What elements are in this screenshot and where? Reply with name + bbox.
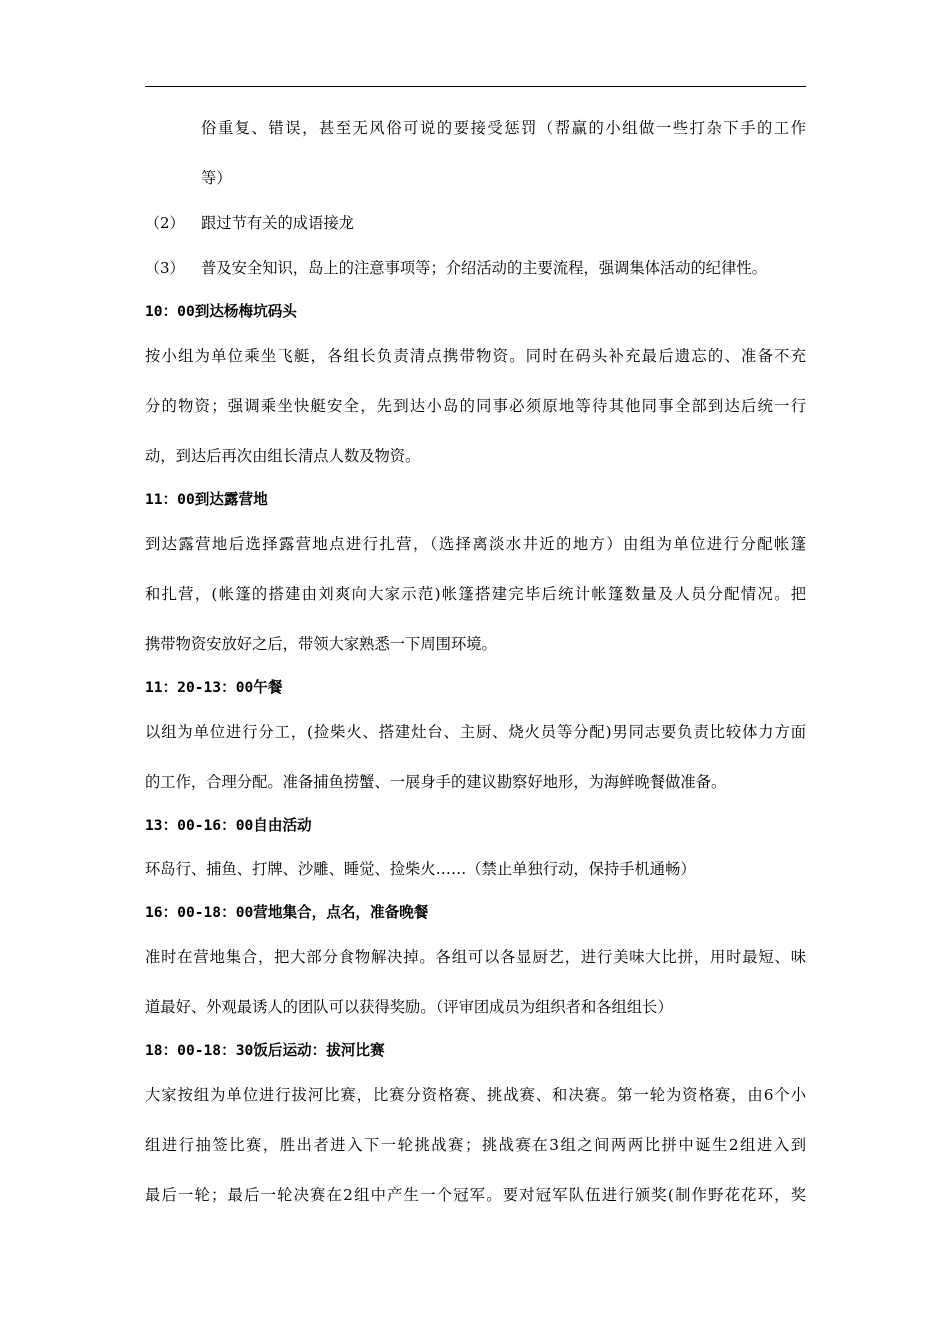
item-number-2: （2） bbox=[145, 214, 185, 232]
section-1120-line-1: 以组为单位进行分工，(捡柴火、搭建灶台、主厨、烧火员等分配)男同志要负责比较体力方面 bbox=[145, 723, 806, 741]
header-rule bbox=[145, 86, 806, 87]
continuation-line-2: 等） bbox=[201, 169, 232, 187]
section-1000-line-2: 分的物资；强调乘坐快艇安全，先到达小岛的同事必须原地等待其他同事全部到达后统一行 bbox=[145, 397, 806, 415]
section-heading-1300: 13：00-16：00自由活动 bbox=[145, 817, 312, 834]
section-1800-line-3: 最后一轮；最后一轮决赛在2组中产生一个冠军。要对冠军队伍进行颁奖(制作野花花环，奖 bbox=[145, 1186, 806, 1204]
section-1800-line-2: 组进行抽签比赛，胜出者进入下一轮挑战赛；挑战赛在3组之间两两比拼中诞生2组进入到 bbox=[145, 1136, 806, 1154]
section-1120-line-2: 的工作，合理分配。准备捕鱼捞蟹、一展身手的建议勘察好地形，为海鲜晚餐做准备。 bbox=[145, 773, 727, 791]
section-1100-line-3: 携带物资安放好之后，带领大家熟悉一下周围环境。 bbox=[145, 635, 497, 653]
section-heading-1120: 11：20-13：00午餐 bbox=[145, 679, 283, 696]
item-text-2: 跟过节有关的成语接龙 bbox=[201, 214, 354, 232]
section-heading-1600: 16：00-18：00营地集合，点名，准备晚餐 bbox=[145, 904, 429, 921]
section-heading-1100: 11：00到达露营地 bbox=[145, 491, 268, 508]
section-1100-line-2: 和扎营，(帐篷的搭建由刘爽向大家示范)帐篷搭建完毕后统计帐篷数量及人员分配情况。把 bbox=[145, 585, 806, 603]
section-1800-line-1: 大家按组为单位进行拔河比赛，比赛分资格赛、挑战赛、和决赛。第一轮为资格赛，由6个小 bbox=[145, 1086, 806, 1104]
section-1100-line-1: 到达露营地后选择露营地点进行扎营，（选择离淡水井近的地方）由组为单位进行分配帐篷 bbox=[145, 535, 806, 553]
section-1600-line-1: 准时在营地集合，把大部分食物解决掉。各组可以各显厨艺，进行美味大比拼，用时最短、味 bbox=[145, 948, 806, 966]
section-1000-line-3: 动，到达后再次由组长清点人数及物资。 bbox=[145, 447, 421, 465]
section-heading-1800: 18：00-18：30饭后运动：拔河比赛 bbox=[145, 1042, 385, 1059]
section-1300-line-1: 环岛行、捕鱼、打牌、沙雕、睡觉、捡柴火……（禁止单独行动，保持手机通畅） bbox=[145, 860, 696, 878]
item-number-3: （3） bbox=[145, 259, 185, 277]
section-1000-line-1: 按小组为单位乘坐飞艇，各组长负责清点携带物资。同时在码头补充最后遗忘的、准备不充 bbox=[145, 347, 806, 365]
item-text-3: 普及安全知识，岛上的注意事项等；介绍活动的主要流程，强调集体活动的纪律性。 bbox=[201, 259, 767, 277]
continuation-line-1: 俗重复、错误，甚至无风俗可说的要接受惩罚（帮赢的小组做一些打杂下手的工作 bbox=[201, 119, 806, 137]
section-heading-1000: 10：00到达杨梅坑码头 bbox=[145, 303, 297, 320]
section-1600-line-2: 道最好、外观最诱人的团队可以获得奖励。（评审团成员为组织者和各组组长） bbox=[145, 998, 673, 1016]
